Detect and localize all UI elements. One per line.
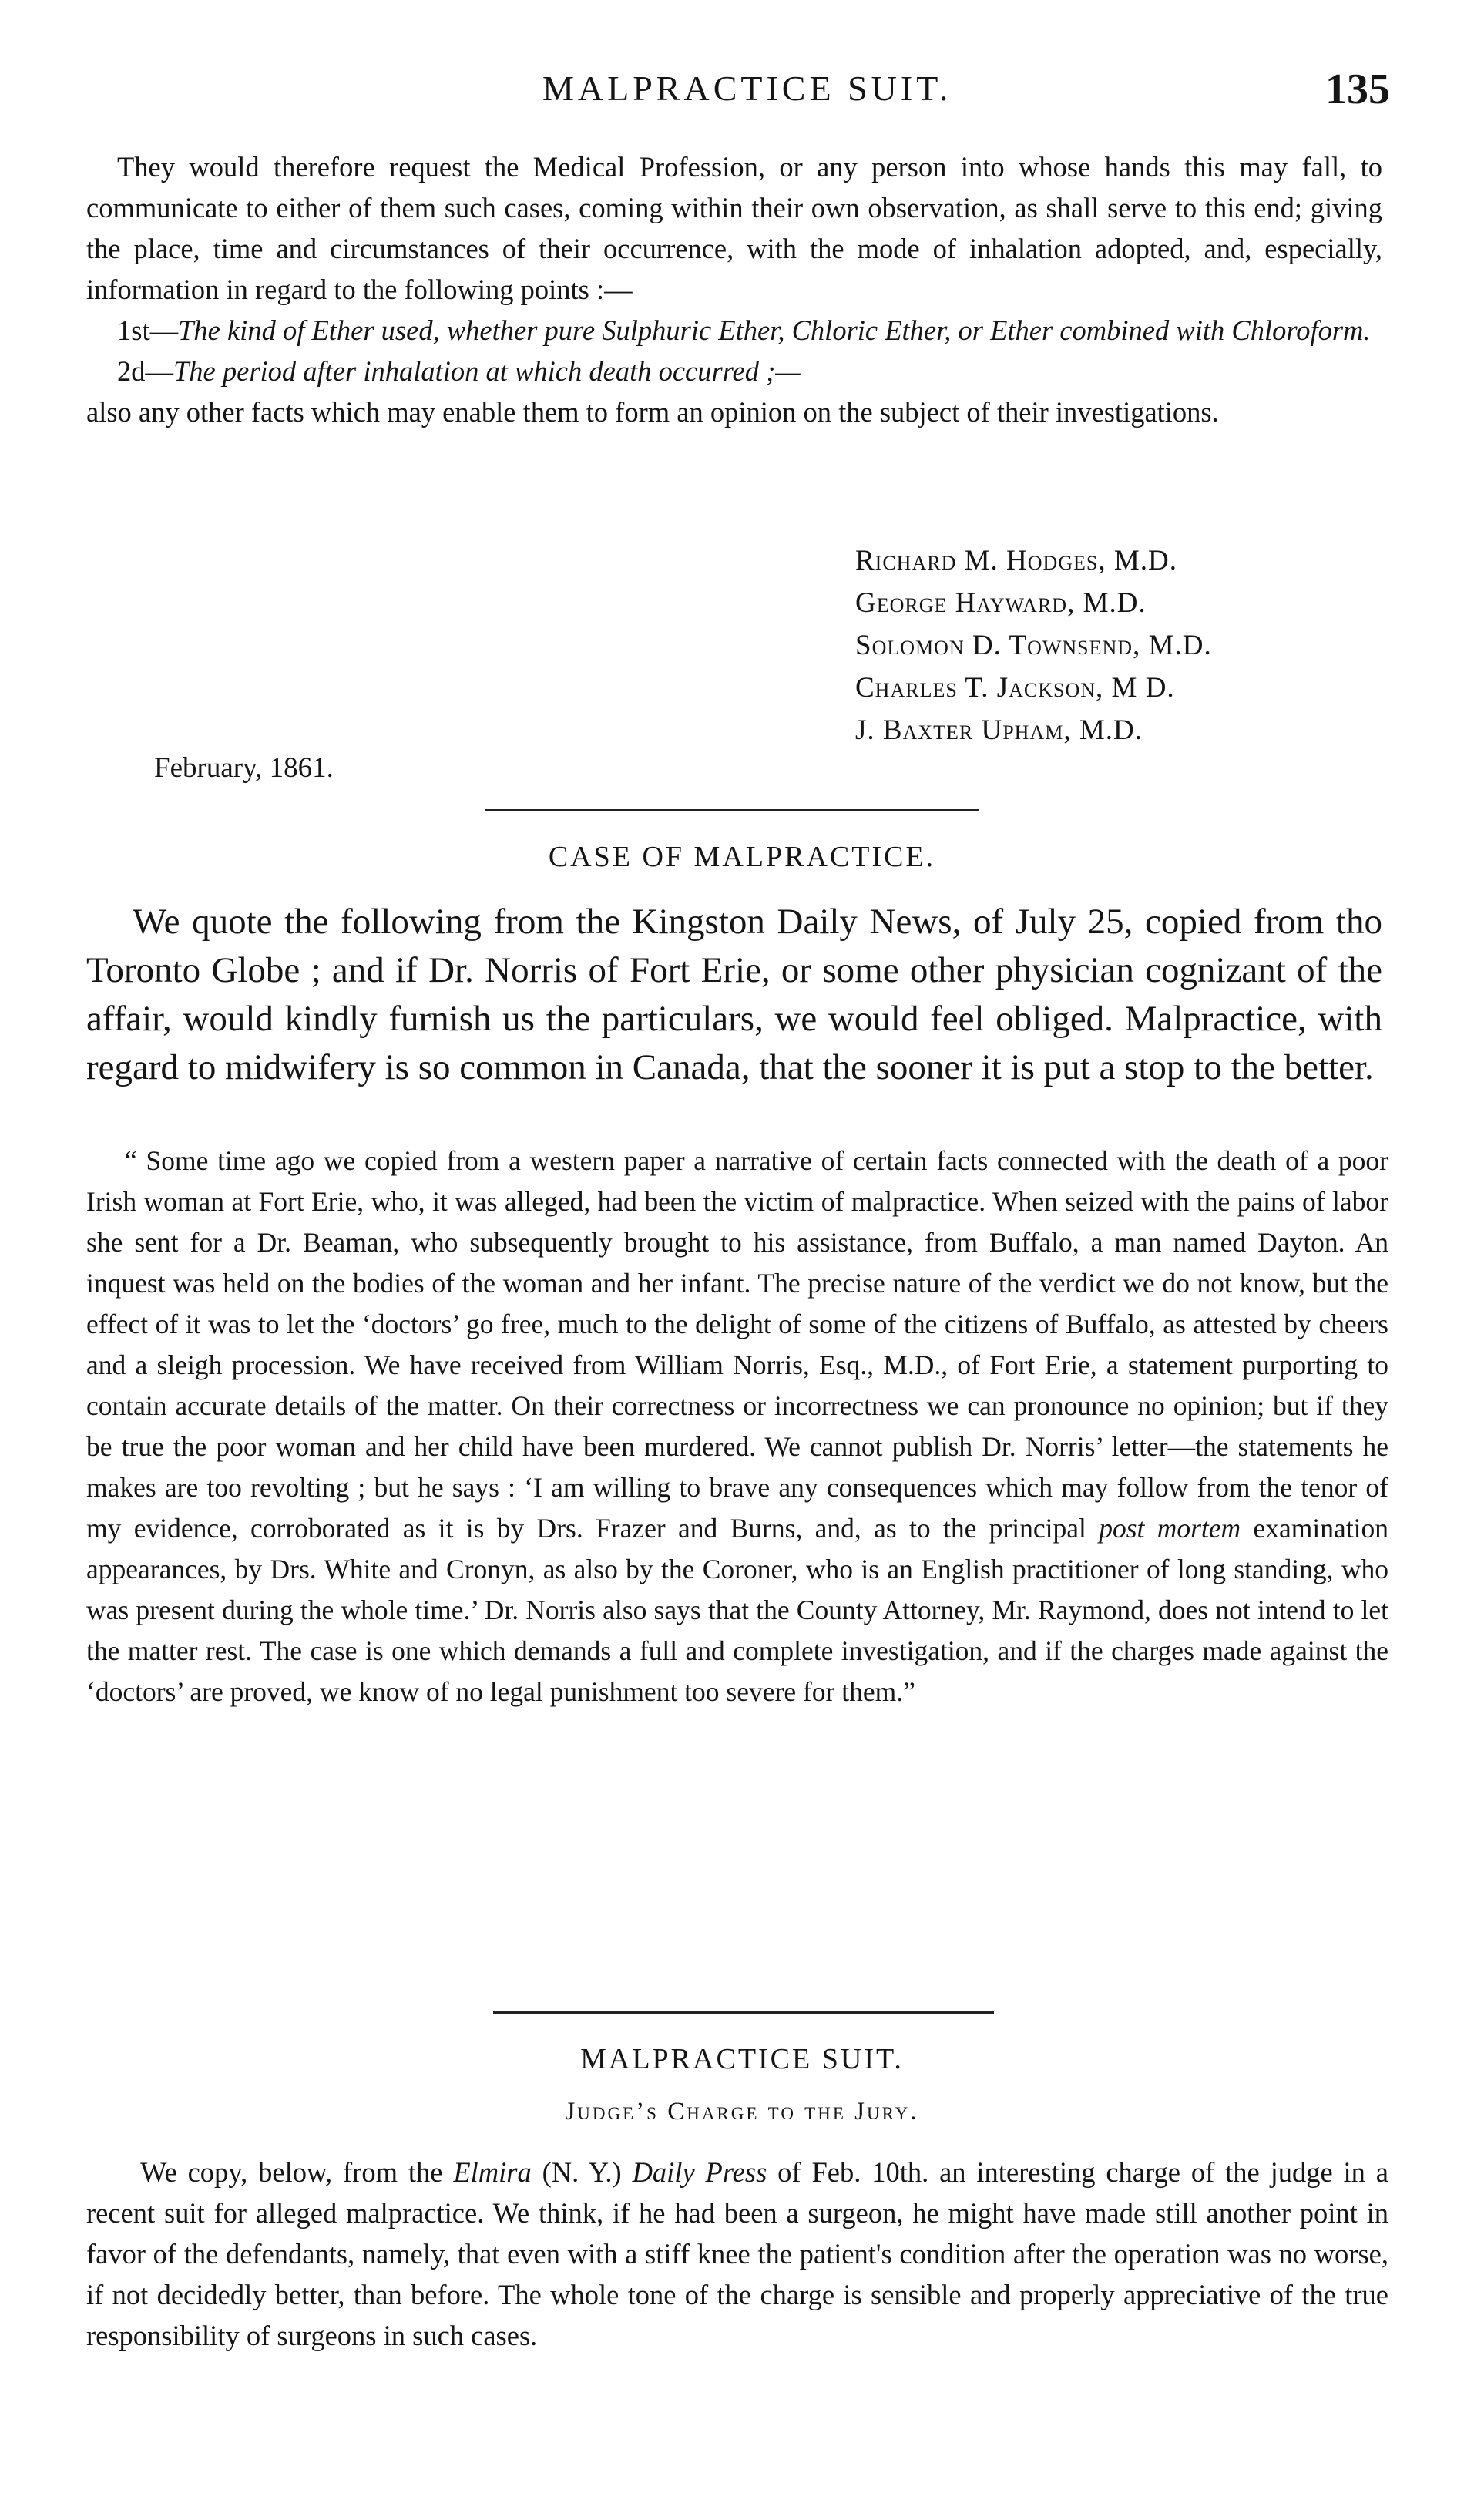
signature-line: J. Baxter Upham, M.D.: [855, 714, 1143, 746]
suit-paper-name: Elmira: [453, 2156, 532, 2188]
date-line: February, 1861.: [154, 752, 334, 784]
page-number: 135: [1325, 66, 1390, 113]
intro-paragraph: They would therefore request the Medical Profession, or any person into whose hands this may fall, to communicate to either of them such cases, coming within their own observation, as shall serve to this end; giving the place, time and circumstances of their occurrence, with the mode of inhalation adopted, and, especially, information in regard to the following points :—: [86, 151, 1382, 305]
quote-italic-term: post mortem: [1099, 1513, 1241, 1544]
point-second-text: The period after inhalation at which death occurred ;—: [173, 355, 801, 387]
case-quote-paragraph: [86, 1141, 1388, 1712]
running-head: [0, 68, 1484, 129]
signature-line: Richard M. Hodges, M.D.: [855, 545, 1178, 576]
signature-line: Charles T. Jackson, M D.: [855, 672, 1175, 704]
signature-block: [855, 539, 1395, 751]
suit-text-after: of Feb. 10th. an interesting charge of the judge in a recent suit for alleged malpractice. We think, if he had been a surgeon, he might have made still another point in favor of the defendants, namely, that even with a stiff knee the patient's condition after the operation was no worse, if not decidedly better, than before. The whole tone of the charge is sensible and properly appreciative of the true responsibility of surgeons in such cases.: [86, 2156, 1388, 2351]
suit-text-before: We copy, below, from the: [140, 2156, 454, 2188]
quote-text-start: “ Some time ago we copied from a western paper a narrative of certain facts connected with the death of a poor Irish woman at Fort Erie, who, it was alleged, had been the victim of malpractice. When seized with the pains of labor she sent for a Dr. Beaman, who subsequently brought to his assistance, from Buffalo, a man named Dayton. An inquest was held on the bodies of the woman and her infant. The precise nature of the verdict we do not know, but the effect of it was to let the ‘doctors’ go free, much to the delight of some of the citizens of Buffalo, as attested by cheers and a sleigh procession. We have received from William Norris, Esq., M.D., of Fort Erie, a statement purporting to contain accurate details of the matter. On their correctness or incorrectness we can pronounce no opinion; but if they be true the poor woman and her child have been murdered. We cannot publish Dr. Norris’ letter—the statements he makes are too revolting ; but he says : ‘I am willing to brave any consequences which may follow from the tenor of my evidence, corroborated as it is by Drs. Frazer and Burns, and, as to the principal: [86, 1145, 1388, 1544]
suit-paper-daily: Daily Press: [632, 2156, 767, 2188]
running-title: MALPRACTICE SUIT.: [542, 69, 952, 108]
section-divider: [485, 809, 979, 811]
point-first-text: The kind of Ether used, whether pure Sulphuric Ether, Chloric Ether, or Ether combined with Chloroform.: [178, 314, 1371, 346]
point-second-label: 2d—: [117, 355, 173, 387]
section-divider: [493, 2011, 994, 2014]
intro-closing: also any other facts which may enable them to form an opinion on the subject of their investigations.: [86, 396, 1219, 428]
signature-line: Solomon D. Townsend, M.D.: [855, 630, 1212, 661]
suit-paper-place: (N. Y.): [531, 2156, 633, 2188]
point-first-label: 1st—: [117, 314, 179, 346]
quote-text-end: examination appearances, by Drs. White and Cronyn, as also by the Coroner, who is an English practitioner of long standing, who was present during the whole time.’ Dr. Norris also says that the County Attorney, Mr. Raymond, does not intend to let the matter rest. The case is one which demands a full and complete investigation, and if the charges made against the ‘doctors’ are proved, we know of no legal punishment too severe for them.”: [86, 1513, 1388, 1707]
case-lead-paragraph: We quote the following from the Kingston Daily News, of July 25, copied from tho Toronto Globe ; and if Dr. Norris of Fort Erie, or some other physician cognizant of the affair, would kindly furnish us the particulars, we would feel obliged. Malpractice, with regard to midwifery is so common in Canada, that the sooner it is put a stop to the better.: [86, 902, 1382, 1087]
suit-section-title: MALPRACTICE SUIT.: [580, 2043, 904, 2075]
suit-paragraph: [86, 2152, 1388, 2356]
point-second: [86, 351, 1382, 391]
suit-section-subtitle: Judge’s Charge to the Jury.: [565, 2098, 919, 2125]
point-first: [86, 310, 1382, 351]
signature-line: George Hayward, M.D.: [855, 587, 1147, 619]
case-section-title: CASE OF MALPRACTICE.: [548, 841, 936, 873]
intro-block: [86, 146, 1382, 432]
